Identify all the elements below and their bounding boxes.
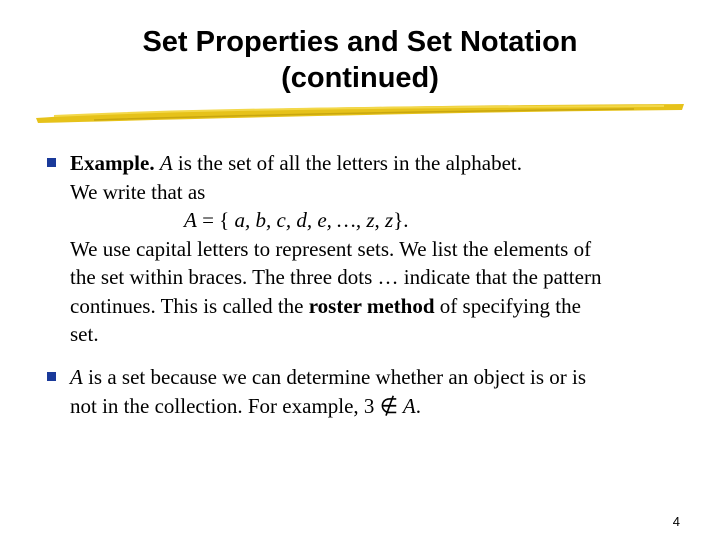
title-line-2: (continued) xyxy=(281,62,439,94)
bullet1-line2: We write that as xyxy=(70,179,206,204)
bullet-set-membership xyxy=(70,363,690,420)
slide-title xyxy=(0,24,720,96)
bullet1-line5: the set within braces. The three dots … indicate that the pattern xyxy=(70,265,602,289)
example-label: Example. xyxy=(70,151,155,175)
title-line-1: Set Properties and Set Notation xyxy=(142,26,578,58)
page-number: 4 xyxy=(672,514,680,529)
bullet1-line1: Example. A is the set of all the letters in the alphabet. xyxy=(70,151,522,175)
title-underline-brushstroke xyxy=(34,96,686,126)
bullet1-line7: set. xyxy=(70,322,99,346)
bullet2-line2: not in the collection. For example, 3 ∉ A. xyxy=(70,393,421,418)
not-element-of-symbol: ∉ xyxy=(379,393,398,418)
roster-equation: A = { a, b, c, d, e, …, z, z}. xyxy=(184,208,409,232)
square-bullet-icon xyxy=(44,154,58,168)
bullet-example xyxy=(70,149,690,349)
bullet2-line1: A is a set because we can determine whether an object is or is xyxy=(70,365,587,389)
roster-method-term: roster method xyxy=(308,293,435,318)
bullet1-line4: We use capital letters to represent sets. We list the elements of xyxy=(70,236,592,261)
set-name: A xyxy=(159,151,173,175)
square-bullet-icon xyxy=(44,368,58,382)
bullet1-line6: continues. This is called the roster method of specifying the xyxy=(70,293,581,318)
